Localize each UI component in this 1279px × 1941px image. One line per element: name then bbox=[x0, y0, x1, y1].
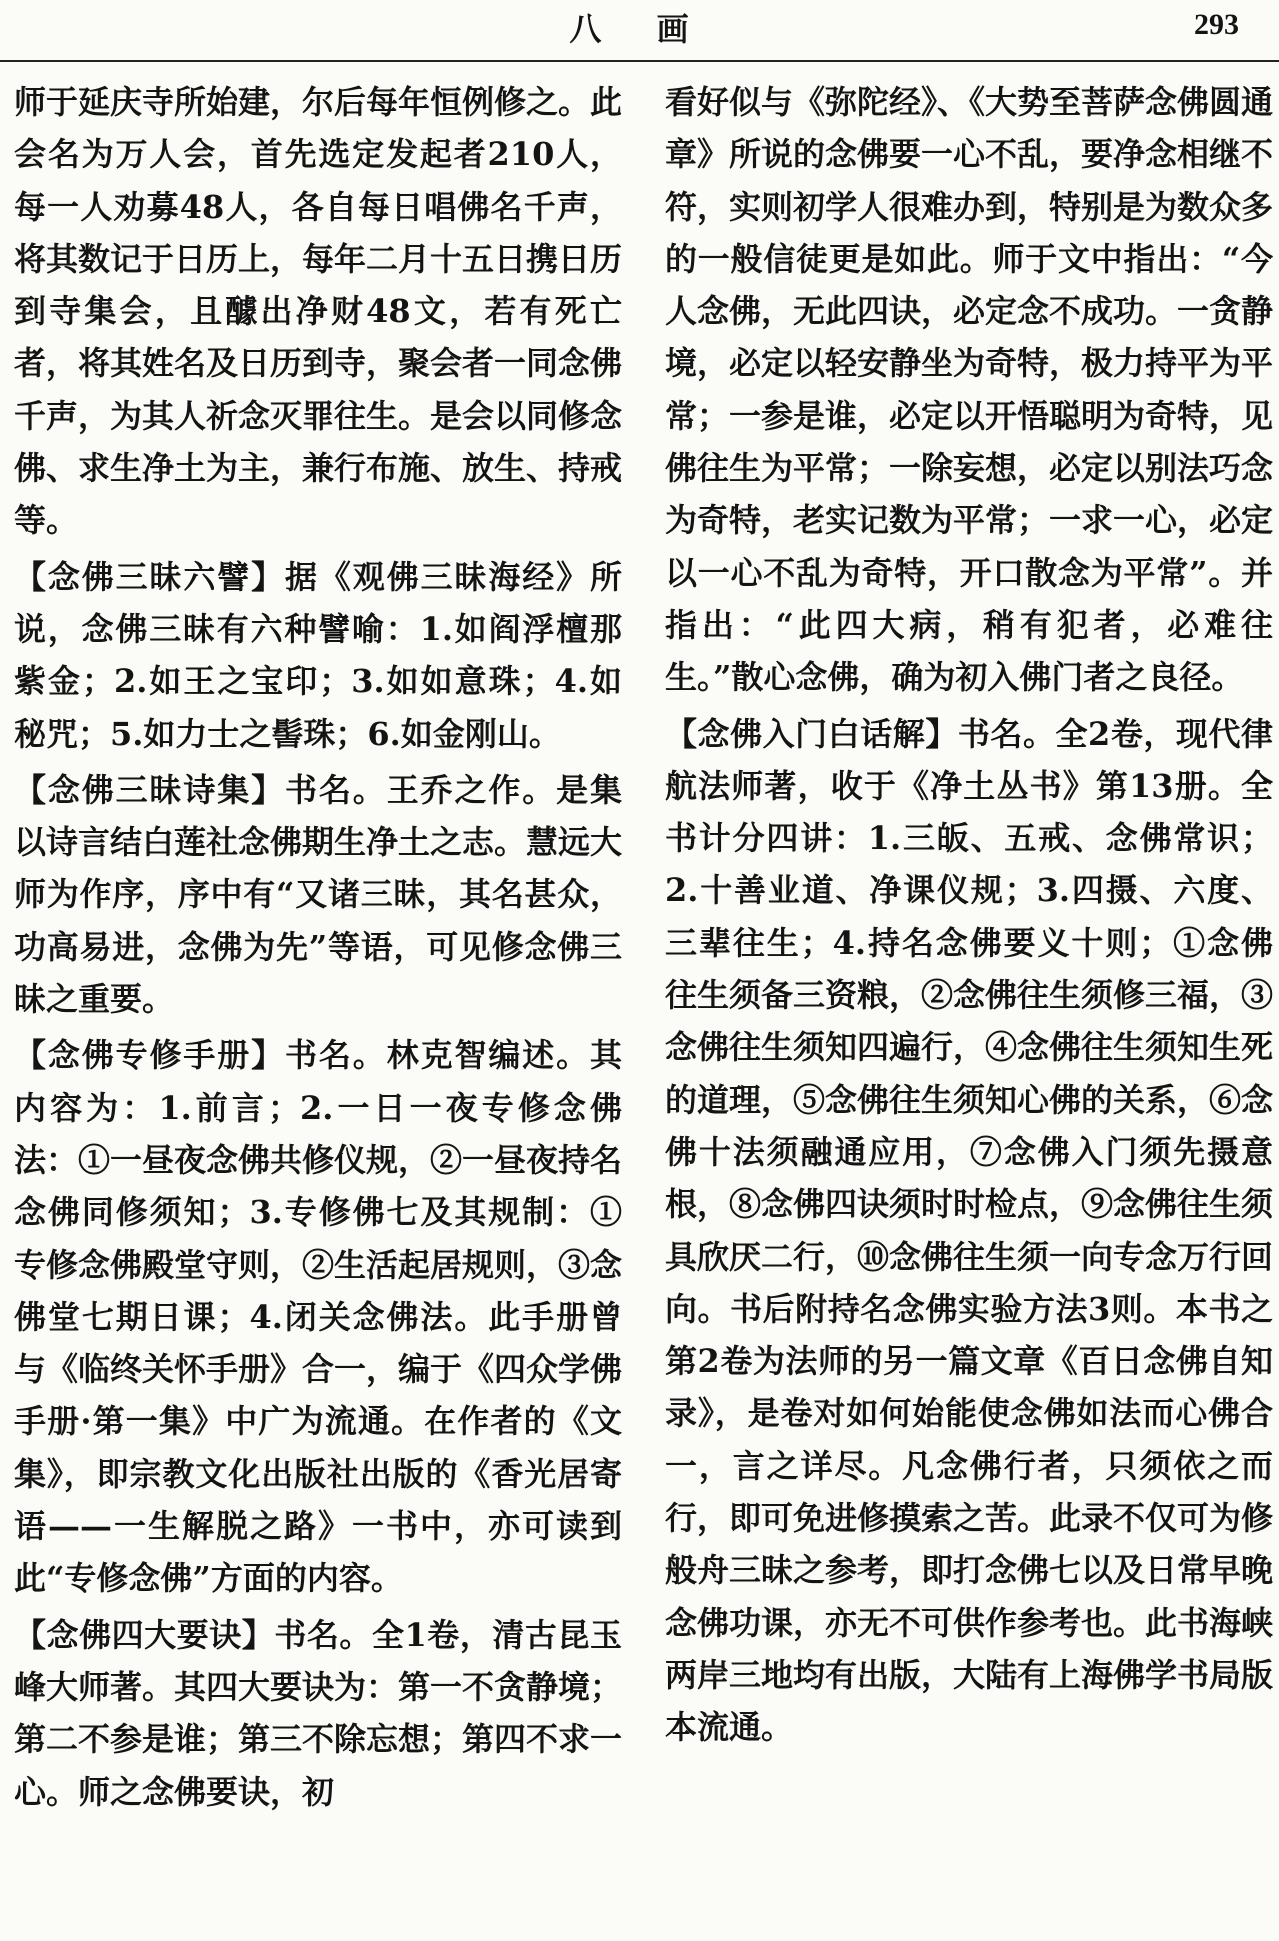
entry-text: 书名。全1卷，清古昆玉峰大师著。其四大要诀为：第一不贪静境；第二不参是谁；第三不除忘想；第四不求一心。师之念佛要诀，初 bbox=[14, 1615, 623, 1811]
entry-headword: 【念佛三昧六譬】 bbox=[14, 557, 286, 596]
left-column bbox=[14, 76, 622, 1822]
entry-text: 据《观佛三昧海经》所说，念佛三昧有六种譬喻：1.如阎浮檀那紫金；2.如王之宝印；3.如如意珠；4.如秘咒；5.如力士之髻珠；6.如金刚山。 bbox=[14, 557, 622, 753]
entry-text: 书名。全2卷，现代律航法师著，收于《净土丛书》第13册。全书计分四讲：1.三皈、五戒、念佛常识；2.十善业道、净课仪规；3.四摄、六度、三辈往生；4.持名念佛要义十则；①念佛往生须备三资粮，②念佛往生须修三福，③念佛往生须知四遍行，④念佛往生须知生死的道理，⑤念佛往生须知心佛的关系，⑥念佛十法须融通应用，⑦念佛入门须先摄意根，⑧念佛四诀须时时检点，⑨念佛往生须具欣厌二行，⑩念佛往生须一向专念万行回向。书后附持名念佛实验方法3则。本书之第2卷为法师的另一篇文章《百日念佛自知录》，是卷对如何始能使念佛如法而心佛合一，言之详尽。凡念佛行者，只须依之而行，即可免进修摸索之苦。此录不仅可为修般舟三昧之参考，即打念佛七以及日常早晚念佛功课，亦无不可供作参考也。此书海峡两岸三地均有出版，大陆有上海佛学书局版本流通。 bbox=[665, 714, 1274, 1747]
page-header bbox=[0, 0, 1279, 62]
entry-nianfo-zhuanxiu-shouce bbox=[14, 1029, 622, 1604]
header-divider bbox=[0, 60, 1279, 62]
entry-nianfo-sanmei-shiji bbox=[14, 764, 622, 1025]
continued-paragraph: 师于延庆寺所始建，尔后每年恒例修之。此会名为万人会，首先选定发起者210人，每一人劝募48人，各自每日唱佛名千声，将其数记于日历上，每年二月十五日携日历到寺集会，且醵出净财48文，若有死亡者，将其姓名及日历到寺，聚会者一同念佛千声，为其人祈念灭罪往生。是会以同修念佛、求生净土为主，兼行布施、放生、持戒等。 bbox=[14, 83, 623, 540]
page-number: 293 bbox=[1194, 8, 1239, 41]
continued-paragraph: 看好似与《弥陀经》、《大势至菩萨念佛圆通章》所说的念佛要一心不乱，要净念相继不符，实则初学人很难办到，特别是为数众多的一般信徒更是如此。师于文中指出：“今人念佛，无此四诀，必定念不成功。一贪静境，必定以轻安静坐为奇特，极力持平为平常；一参是谁，必定以开悟聪明为奇特，见佛往生为平常；一除妄想，必定以别法巧念为奇特，老实记数为平常；一求一心，必定以一心不乱为奇特，开口散念为平常”。并指出：“此四大病，稍有犯者，必难往生。”散心念佛，确为初入佛门者之良径。 bbox=[665, 83, 1274, 697]
entry-headword: 【念佛四大要诀】 bbox=[14, 1615, 275, 1654]
section-title: 八 画 bbox=[569, 10, 711, 48]
entry-nianfo-rumen-baihuajie bbox=[665, 708, 1273, 1754]
entry-headword: 【念佛入门白话解】 bbox=[665, 714, 958, 753]
entry-headword: 【念佛专修手册】 bbox=[14, 1036, 286, 1075]
entry-text: 书名。林克智编述。其内容为：1.前言；2.一日一夜专修念佛法：①一昼夜念佛共修仪规，②一昼夜持名念佛同修须知；3.专修佛七及其规制：①专修念佛殿堂守则，②生活起居规则，③念佛堂七期日课；4.闭关念佛法。此手册曾与《临终关怀手册》合一，编于《四众学佛手册·第一集》中广为流通。在作者的《文集》，即宗教文化出版社出版的《香光居寄语——一生解脱之路》一书中，亦可读到此“专修念佛”方面的内容。 bbox=[14, 1036, 623, 1598]
entry-headword: 【念佛三昧诗集】 bbox=[14, 770, 286, 809]
entry-text: 书名。王乔之作。是集以诗言结白莲社念佛期生净土之志。慧远大师为作序，序中有“又诸三昧，其名甚众，功高易进，念佛为先”等语，可见修念佛三昧之重要。 bbox=[14, 770, 623, 1019]
entry-nianfo-sanmei-liupi bbox=[14, 551, 622, 760]
entry-nianfo-sida-yaojue bbox=[14, 1609, 622, 1818]
right-column bbox=[665, 76, 1273, 1758]
